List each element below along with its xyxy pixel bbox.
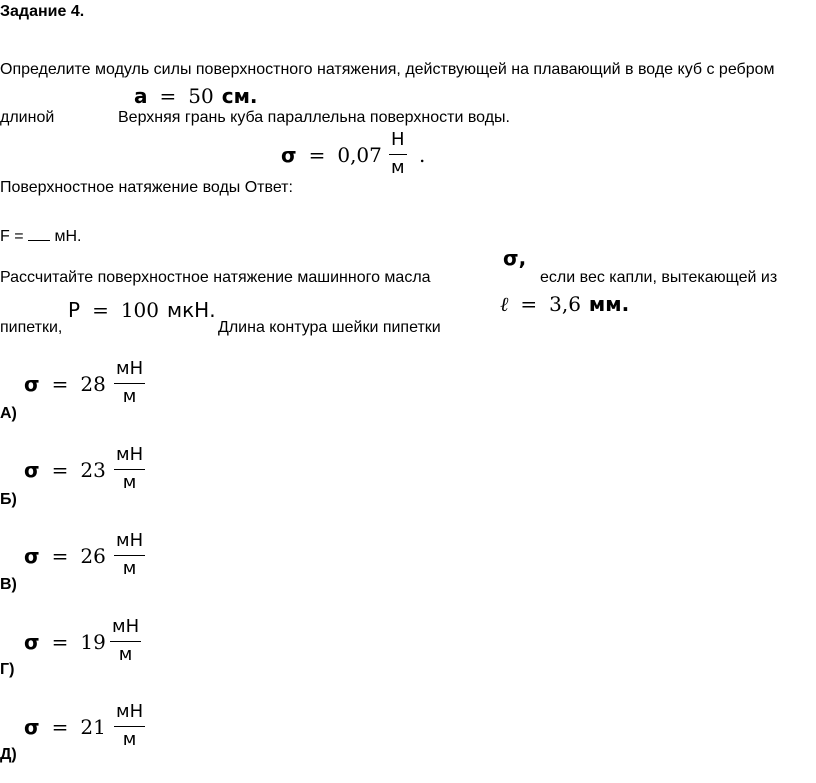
- answer-line: [0, 226, 81, 247]
- formula-value: 0,07: [337, 143, 382, 167]
- formula-symbol: σ: [281, 143, 297, 167]
- fraction-bar: [114, 469, 145, 470]
- task-line-2-right: Верхняя грань куба параллельна поверхности воды.: [118, 109, 510, 126]
- formula-unit: см.: [221, 84, 258, 108]
- task2-line-2-right: Длина контура шейки пипетки: [218, 319, 441, 336]
- task-line-3: Поверхностное натяжение воды Ответ:: [0, 179, 293, 196]
- fraction-numerator: мН: [112, 616, 140, 637]
- formula-symbol: σ: [24, 372, 40, 396]
- formula-value: 21: [80, 715, 106, 739]
- task2-line-2-left: пипетки,: [0, 319, 63, 336]
- formula-value: 28: [80, 372, 106, 396]
- fraction-denominator: м: [122, 386, 137, 407]
- formula-symbol: ℓ: [500, 292, 509, 316]
- formula-equals: =: [92, 298, 109, 322]
- formula-value: 50: [188, 84, 214, 108]
- formula-value: 19: [80, 630, 106, 654]
- option-letter[interactable]: Д): [0, 746, 17, 763]
- task-line-2-left: длиной: [0, 109, 55, 126]
- formula-equals: =: [51, 630, 69, 654]
- formula-equals: =: [51, 715, 69, 739]
- fraction-bar: [389, 154, 407, 155]
- sigma-label: σ,: [503, 246, 527, 270]
- option-unit-fraction: [110, 616, 141, 666]
- answer-prefix: F =: [0, 228, 24, 245]
- formula-edge-length: [134, 84, 258, 108]
- fraction-bar: [114, 555, 145, 556]
- formula-equals: =: [51, 372, 69, 396]
- formula-symbol: σ: [24, 458, 40, 482]
- option-formula: [24, 630, 106, 654]
- formula-unit: мкН.: [167, 298, 216, 322]
- formula-value: 100: [120, 298, 160, 322]
- formula-equals: =: [308, 143, 326, 167]
- fraction-denominator: м: [122, 558, 137, 579]
- formula-equals: =: [520, 292, 538, 316]
- formula-unit-fraction: [389, 129, 407, 179]
- option-unit-fraction: [114, 701, 145, 751]
- formula-value: 3,6: [549, 292, 581, 316]
- formula-equals: =: [159, 84, 177, 108]
- formula-symbol: a: [134, 84, 148, 108]
- fraction-denominator: м: [122, 472, 137, 493]
- formula-contour-length: [500, 292, 629, 316]
- fraction-bar: [114, 726, 145, 727]
- option-unit-fraction: [114, 530, 145, 580]
- fraction-numerator: мН: [116, 701, 144, 722]
- fraction-denominator: м: [391, 157, 405, 178]
- formula-equals: =: [51, 544, 69, 568]
- formula-value: 23: [80, 458, 106, 482]
- formula-period: .: [419, 143, 426, 167]
- answer-suffix: мН.: [54, 228, 82, 245]
- option-formula: [24, 715, 106, 739]
- option-letter[interactable]: Г): [0, 661, 15, 678]
- fraction-numerator: мН: [116, 358, 144, 379]
- option-unit-fraction: [114, 444, 145, 494]
- formula-value: 26: [80, 544, 106, 568]
- formula-equals: =: [51, 458, 69, 482]
- option-letter[interactable]: В): [0, 576, 17, 593]
- fraction-numerator: мН: [116, 444, 144, 465]
- formula-symbol: σ: [24, 544, 40, 568]
- formula-symbol: σ: [24, 630, 40, 654]
- formula-drop-weight: [68, 298, 216, 322]
- fraction-denominator: м: [118, 644, 133, 665]
- fraction-bar: [110, 641, 141, 642]
- task2-line-1-left: Рассчитайте поверхностное натяжение машинного масла: [0, 269, 431, 286]
- option-letter[interactable]: А): [0, 405, 17, 422]
- option-formula: [24, 544, 106, 568]
- formula-symbol: P: [68, 298, 81, 322]
- fraction-numerator: Н: [391, 129, 405, 150]
- formula-surface-tension-water: [281, 143, 382, 167]
- fraction-denominator: м: [122, 729, 137, 750]
- option-formula: [24, 458, 106, 482]
- task2-line-1-right: если вес капли, вытекающей из: [540, 269, 778, 286]
- task-line-1: Определите модуль силы поверхностного натяжения, действующей на плавающий в воде куб с ребром: [0, 61, 775, 78]
- formula-unit: мм.: [588, 292, 630, 316]
- option-letter[interactable]: Б): [0, 491, 17, 508]
- option-formula: [24, 372, 106, 396]
- answer-blank[interactable]: [28, 226, 50, 241]
- option-unit-fraction: [114, 358, 145, 408]
- task-title: Задание 4.: [0, 3, 85, 20]
- formula-symbol: σ: [24, 715, 40, 739]
- formula-sigma-label: [503, 246, 526, 270]
- fraction-bar: [114, 383, 145, 384]
- fraction-numerator: мН: [116, 530, 144, 551]
